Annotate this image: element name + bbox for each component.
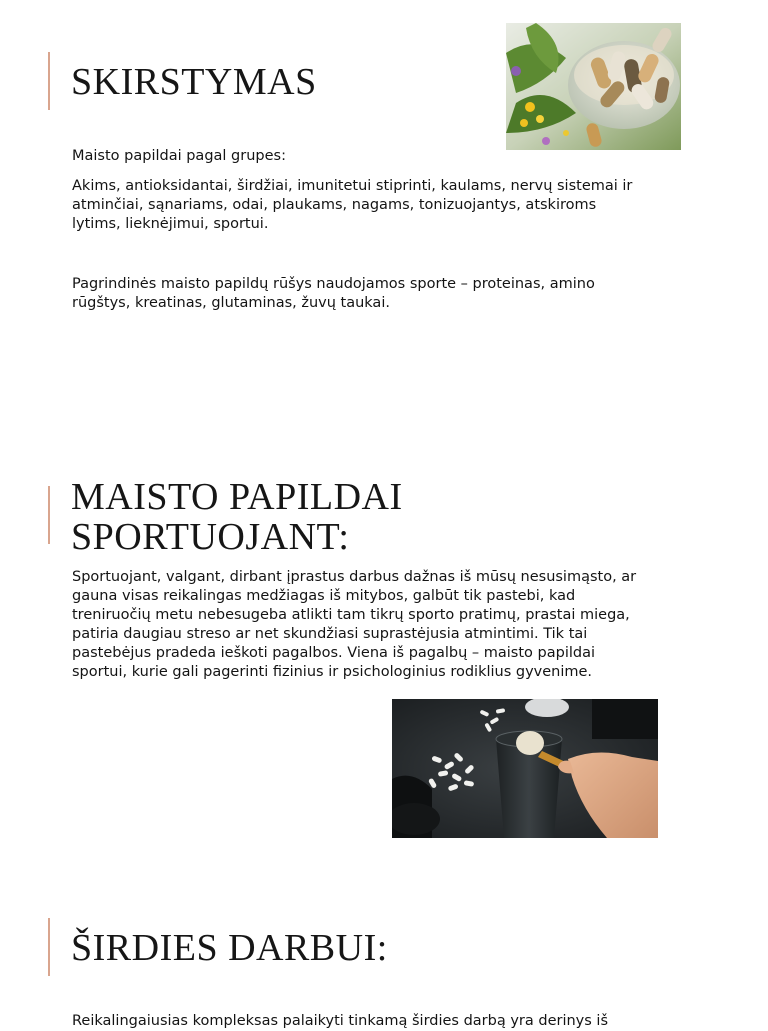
- groups-list: Akims, antioksidantai, širdžiai, imunitetui stiprinti, kaulams, nervų sistemai ir atminčiai, sąnariams, odai, plaukams, nagams, tonizuojantys, atskiroms lytims, lieknėjimui, sportui.: [72, 178, 633, 232]
- section-title-line-1: MAISTO PAPILDAI: [71, 476, 403, 518]
- protein-powder-photo: [392, 699, 658, 838]
- section-title-sportuojant: [71, 477, 403, 557]
- section-title-sirdies-darbui: ŠIRDIES DARBUI:: [71, 927, 388, 969]
- accent-bar-2: [48, 486, 50, 544]
- section-title-skirstymas: SKIRSTYMAS: [71, 61, 317, 103]
- section-title-line-2: SPORTUOJANT:: [71, 516, 350, 558]
- groups-intro: Maisto papildai pagal grupes:: [72, 148, 286, 164]
- accent-bar-3: [48, 918, 50, 976]
- herbal-capsules-photo: [506, 23, 681, 150]
- sport-paragraph: Sportuojant, valgant, dirbant įprastus darbus dažnas iš mūsų nesusimąsto, ar gauna visas reikalingas medžiagas iš mitybos, galbūt tik pastebi, kad treniruočių metu nebesugeba atlikti tam tikrų sporto pratimų, prastai miega, patiria daugiau streso ar net skundžiasi suprastėjusia atmintimi. Tik tai pastebėjus pradeda ieškoti pagalbos. Viena iš pagalbų – maisto papildai sportui, kurie gali pagerinti fizinius ir psichologinius rodiklius gyvenime.: [72, 569, 637, 680]
- heart-paragraph-partial: Reikalingaiusias kompleksas palaikyti tinkamą širdies darbą yra derinys iš: [72, 1013, 609, 1029]
- sport-supplement-types: Pagrindinės maisto papildų rūšys naudojamos sporte – proteinas, amino rūgštys, kreatinas, glutaminas, žuvų taukai.: [72, 276, 595, 311]
- accent-bar-1: [48, 52, 50, 110]
